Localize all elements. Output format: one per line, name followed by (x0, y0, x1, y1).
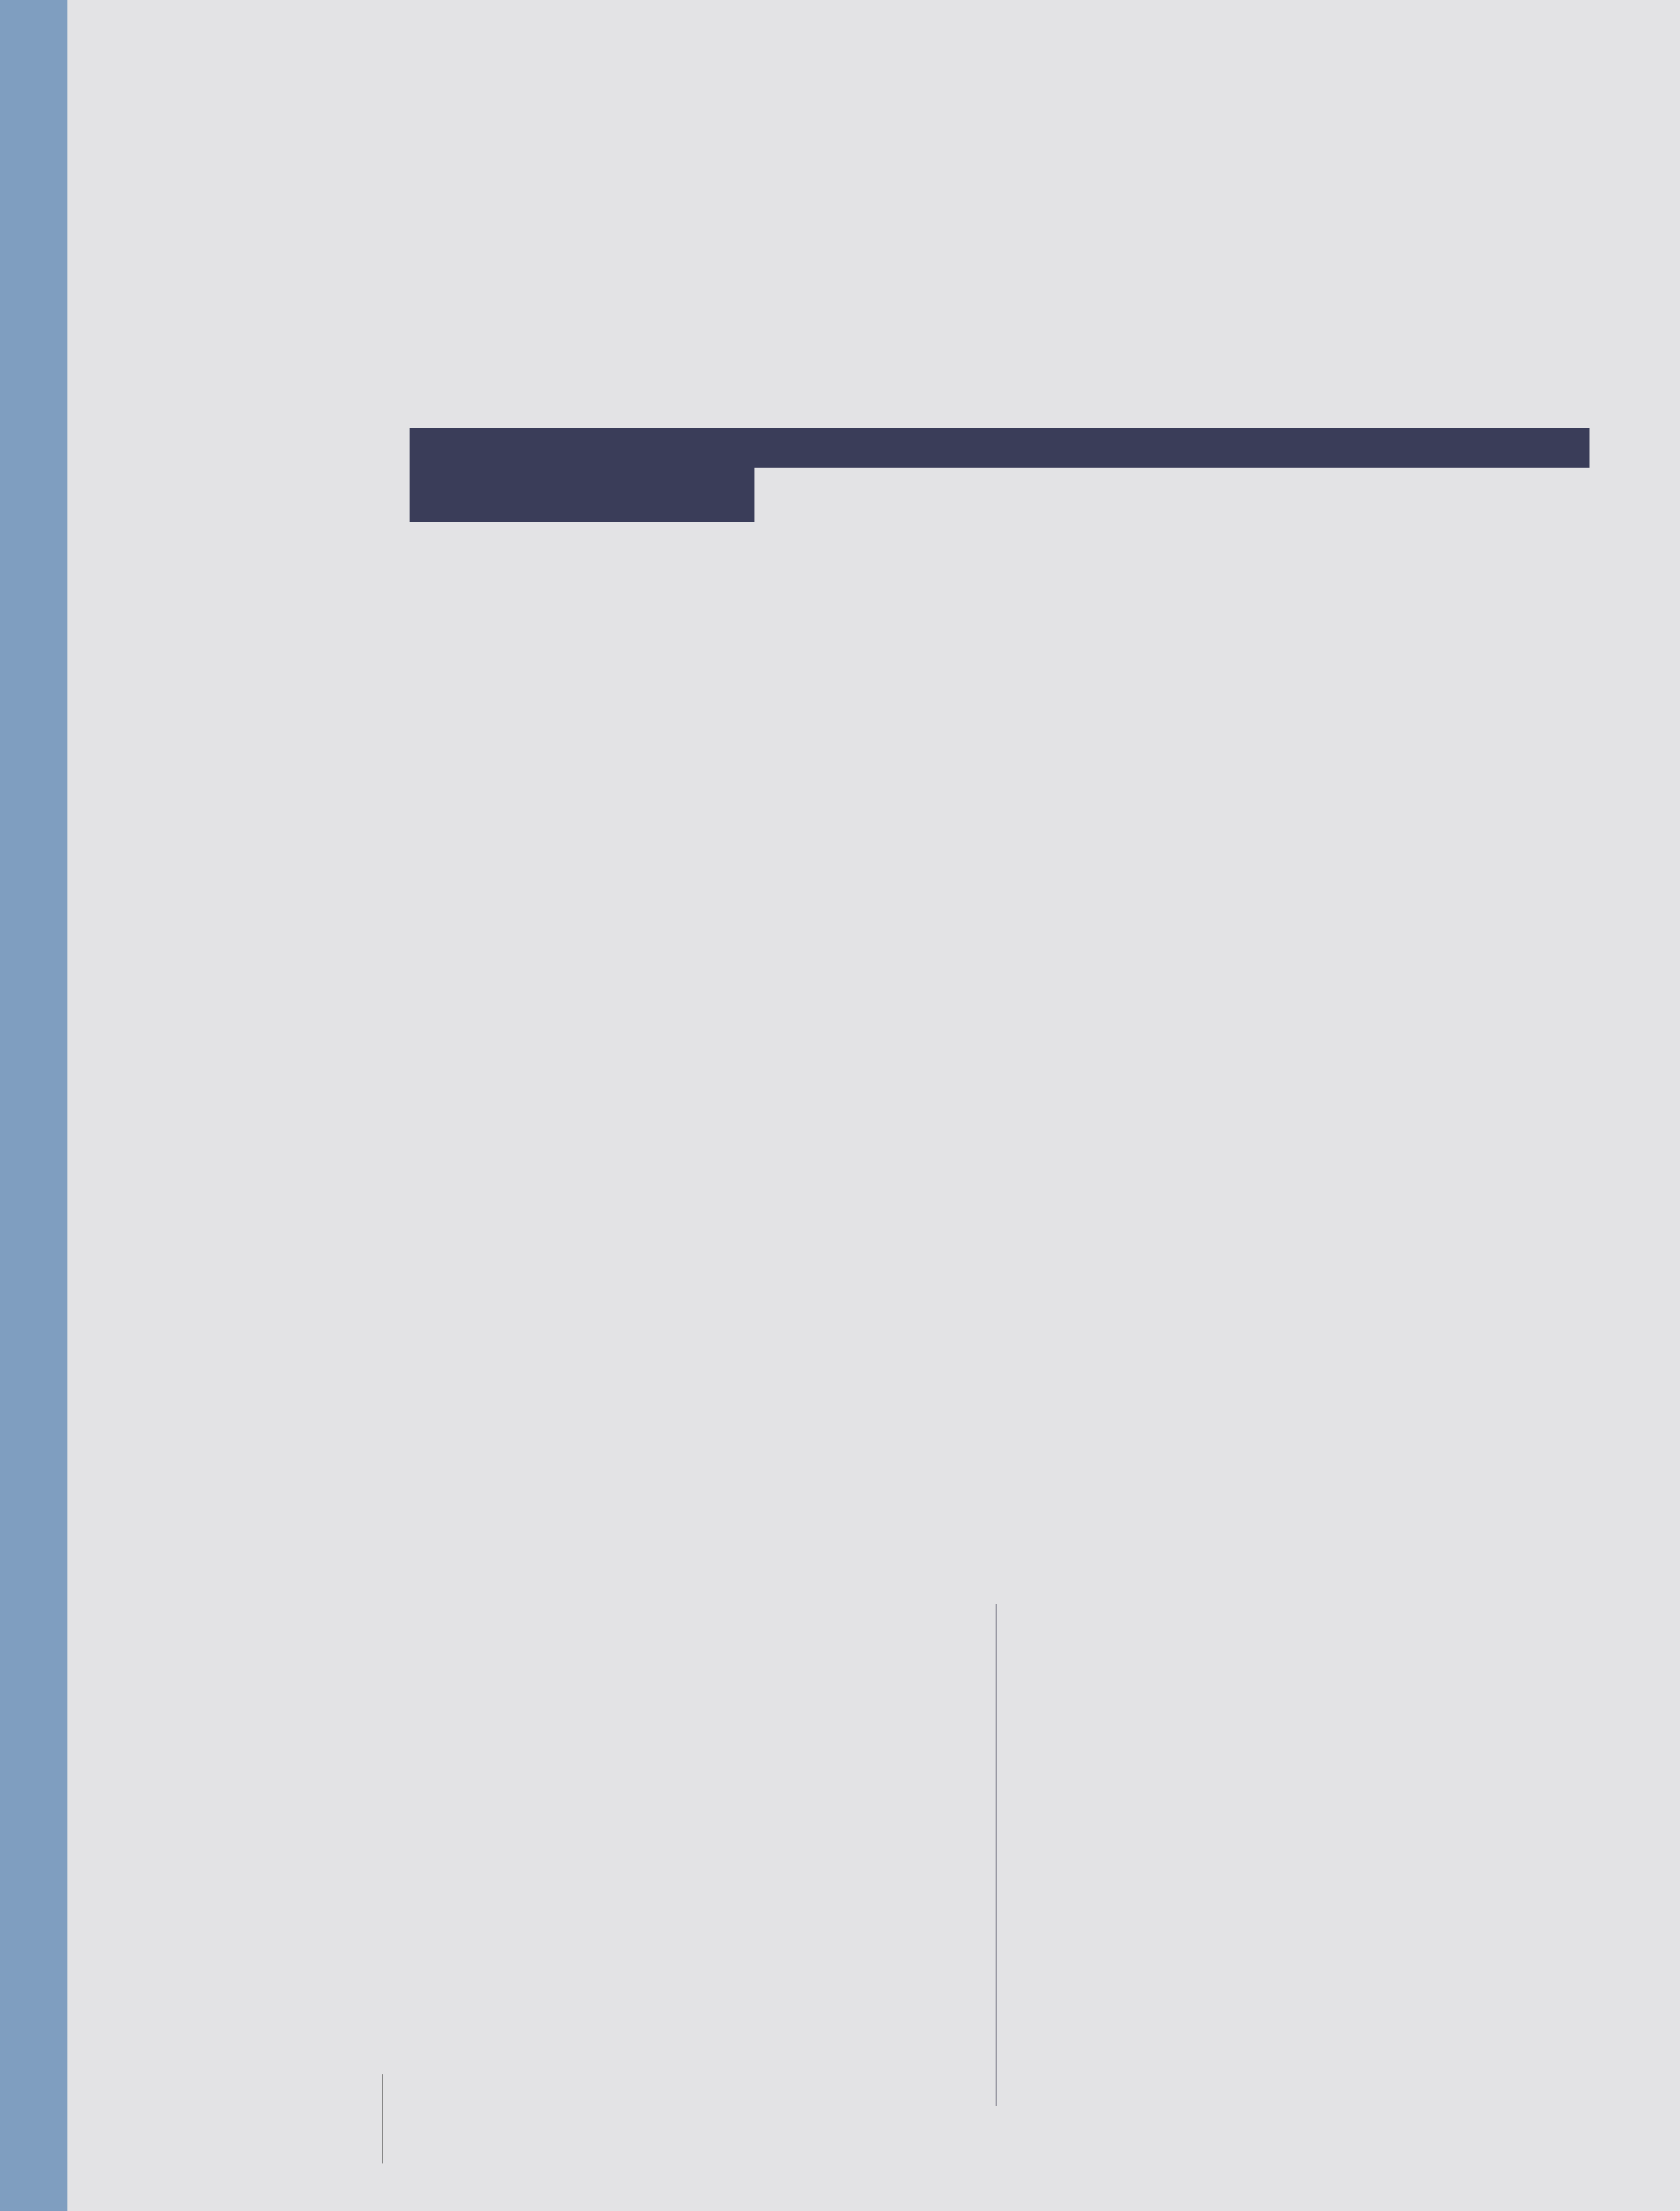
footer-divider (382, 2074, 383, 2163)
group-header-exports (754, 428, 1025, 468)
left-margin-bar (0, 0, 67, 2211)
group-header-imports (1025, 428, 1301, 468)
header-corner (410, 428, 754, 468)
chapter-header (122, 81, 175, 118)
header-corner-lower (410, 468, 754, 522)
services-trade-table (410, 428, 1589, 522)
group-header-balance (1301, 428, 1589, 468)
table-header (410, 428, 1589, 522)
column-divider (996, 1604, 997, 2106)
